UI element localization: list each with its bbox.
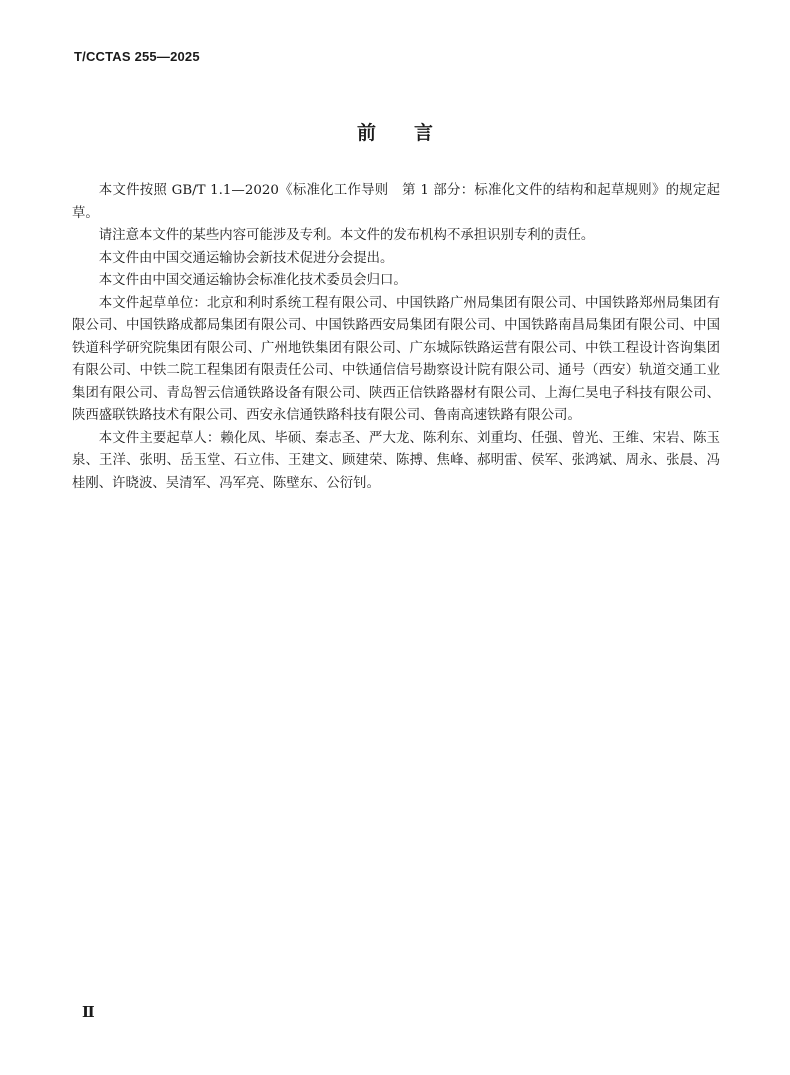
- page-title: 前言: [356, 122, 471, 144]
- foreword-body: [72, 180, 720, 495]
- paragraph-centralized-by: 本文件由中国交通运输协会标准化技术委员会归口。: [98, 273, 407, 288]
- paragraph-proposed-by: 本文件由中国交通运输协会新技术促进分会提出。: [98, 250, 394, 266]
- page-number: Ⅱ: [82, 1003, 95, 1021]
- document-code: T/CCTAS 255—2025: [74, 49, 200, 64]
- paragraph-main-drafters: 本文件主要起草人：赖化凤、毕硕、秦志圣、严大龙、陈利东、刘重均、任强、曾光、王维、宋岩、陈玉泉、王洋、张明、岳玉堂、石立伟、王建文、顾建荣、陈搏、焦峰、郝明雷、侯军、张鸿斌、周永、张晨、冯桂刚、许晓波、吴清军、冯军亮、陈壁东、公衍钊。: [72, 430, 720, 491]
- paragraph-drafting-rules: 本文件按照 GB/T 1.1—2020《标准化工作导则 第 1 部分：标准化文件的结构和起草规则》的规定起草。: [72, 183, 720, 221]
- paragraph-drafting-units: 本文件起草单位：北京和利时系统工程有限公司、中国铁路广州局集团有限公司、中国铁路郑州局集团有限公司、中国铁路成都局集团有限公司、中国铁路西安局集团有限公司、中国铁路南昌局集团有限公司、中国铁道科学研究院集团有限公司、广州地铁集团有限公司、广东城际铁路运营有限公司、中铁工程设计咨询集团有限公司、中铁二院工程集团有限责任公司、中铁通信信号勘察设计院有限公司、通号（西安）轨道交通工业集团有限公司、青岛智云信通铁路设备有限公司、陕西正信铁路器材有限公司、上海仁昊电子科技有限公司、陕西盛联铁路技术有限公司、西安永信通铁路科技有限公司、鲁南高速铁路有限公司。: [72, 295, 720, 423]
- paragraph-patent-notice: 请注意本文件的某些内容可能涉及专利。本文件的发布机构不承担识别专利的责任。: [98, 228, 595, 243]
